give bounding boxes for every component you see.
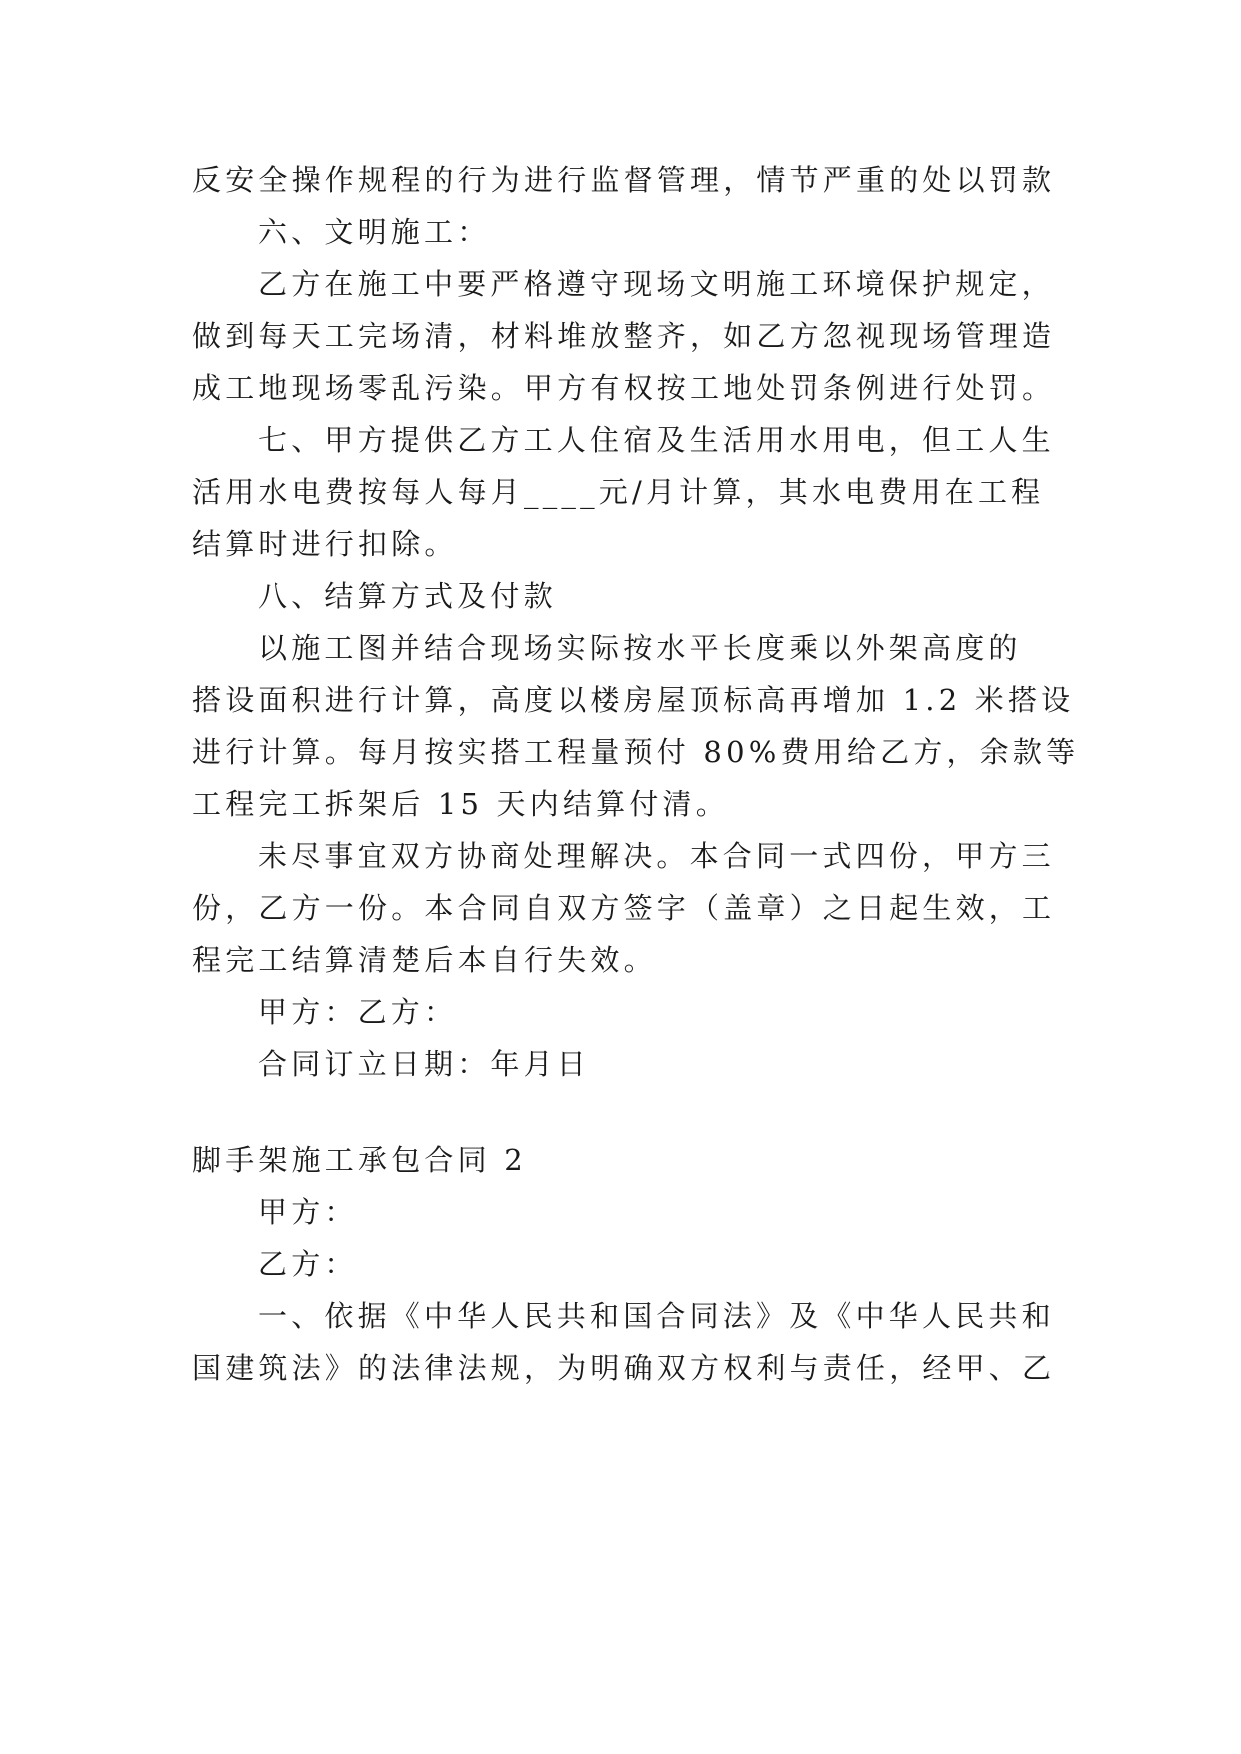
section-heading: 八、结算方式及付款 [258,579,557,613]
paragraph-line: 未尽事宜双方协商处理解决。本合同一式四份，甲方三 [258,839,1055,873]
signature-line: 甲方：乙方： [258,995,458,1029]
party-a-line: 甲方： [258,1195,358,1229]
paragraph-line: 份，乙方一份。本合同自双方签字（盖章）之日起生效，工 [192,891,1056,925]
paragraph-line: 乙方在施工中要严格遵守现场文明施工环境保护规定， [258,267,1055,301]
paragraph-line: 做到每天工完场清，材料堆放整齐，如乙方忽视现场管理造 [192,319,1056,353]
paragraph-line: 国建筑法》的法律法规，为明确双方权利与责任，经甲、乙 [192,1351,1056,1385]
paragraph-line: 反安全操作规程的行为进行监督管理，情节严重的处以罚款 [192,163,1056,197]
paragraph-line: 搭设面积进行计算，高度以楼房屋顶标高再增加 1.2 米搭设 [192,683,1075,717]
section-heading: 七、甲方提供乙方工人住宿及生活用水用电，但工人生 [258,423,1055,457]
paragraph-line: 程完工结算清楚后本自行失效。 [192,943,657,977]
paragraph-line: 活用水电费按每人每月____元/月计算，其水电费用在工程 [192,475,1045,509]
paragraph-line: 以施工图并结合现场实际按水平长度乘以外架高度的 [258,631,1022,665]
paragraph-line: 工程完工拆架后 15 天内结算付清。 [192,787,729,821]
date-line: 合同订立日期：年月日 [258,1047,591,1081]
document-title: 脚手架施工承包合同 2 [192,1143,527,1177]
party-b-line: 乙方： [258,1247,358,1281]
section-heading: 六、文明施工： [258,215,491,249]
paragraph-line: 成工地现场零乱污染。甲方有权按工地处罚条例进行处罚。 [192,371,1056,405]
paragraph-line: 结算时进行扣除。 [192,527,458,561]
paragraph-line: 进行计算。每月按实搭工程量预付 80%费用给乙方，余款等 [192,735,1080,769]
paragraph-line: 一、依据《中华人民共和国合同法》及《中华人民共和 [258,1299,1055,1333]
